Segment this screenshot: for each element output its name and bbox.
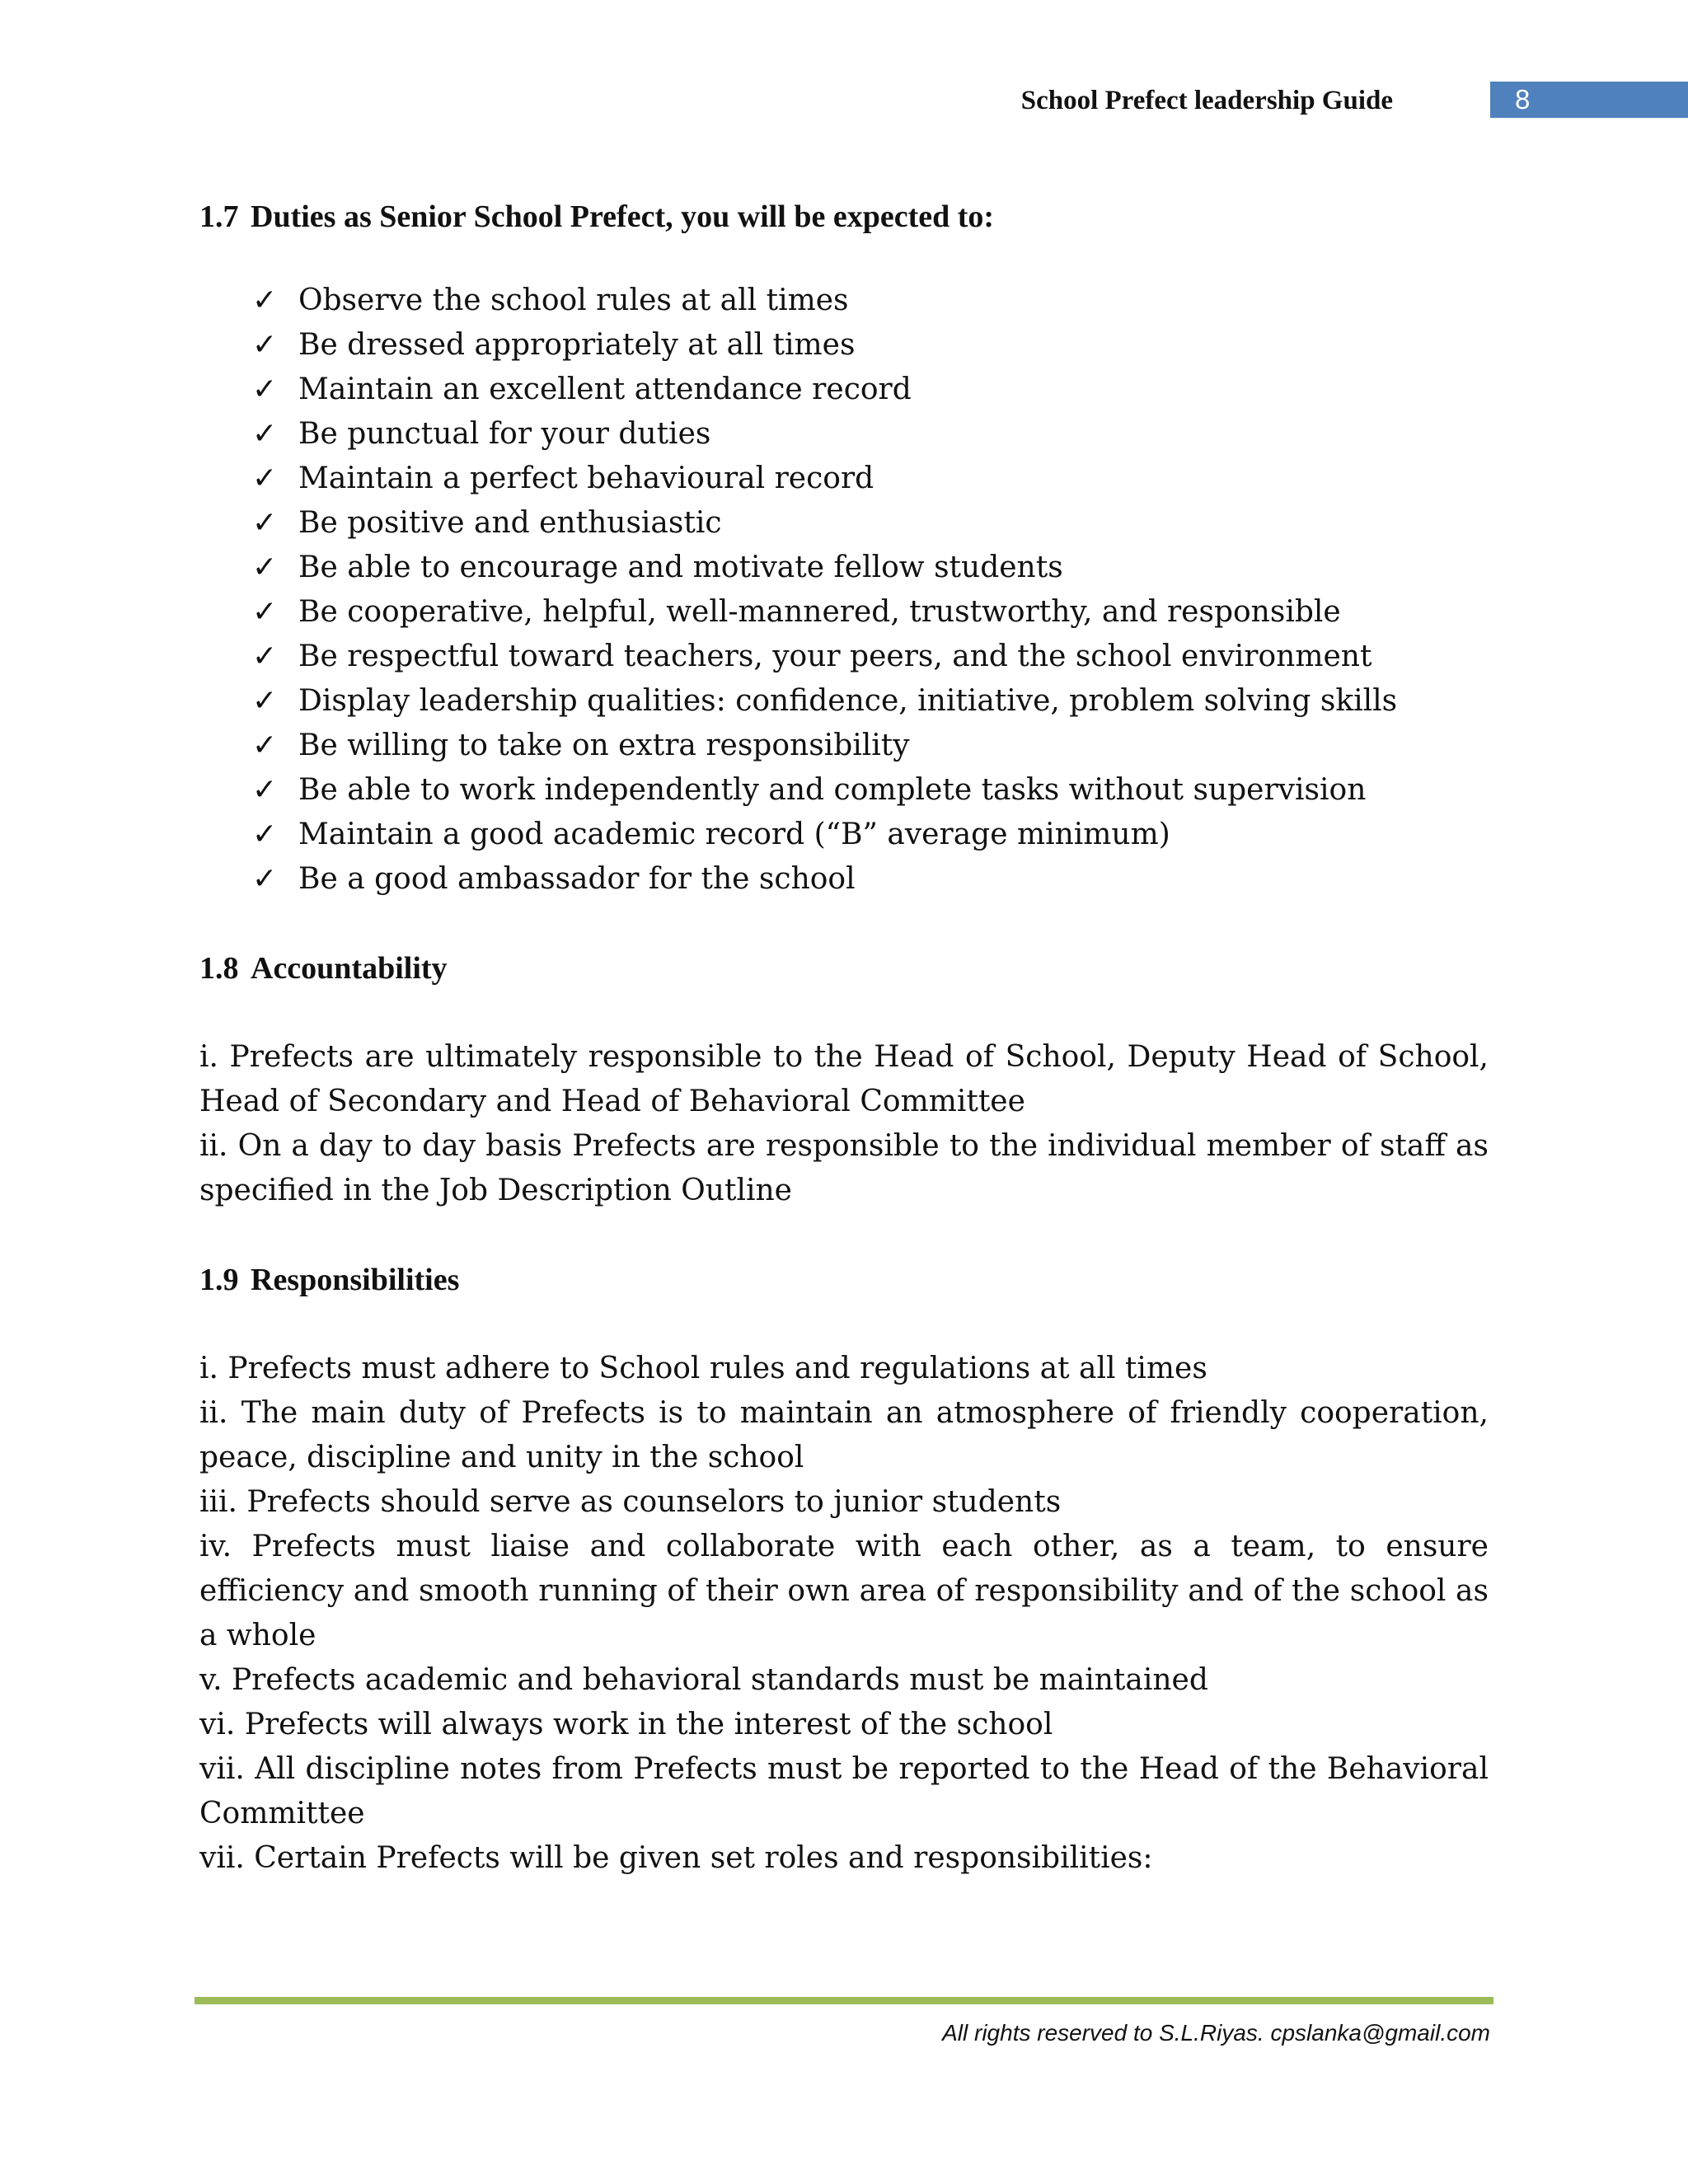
duties-checklist — [199, 279, 1489, 902]
checkmark-icon: ✓ — [252, 773, 278, 807]
checkmark-icon: ✓ — [252, 729, 278, 762]
paragraph: i. Prefects must adhere to School rules and regulations at all times — [199, 1352, 1207, 1385]
list-item: ✓ Be able to encourage and motivate fellow students — [252, 546, 1489, 590]
checkmark-icon: ✓ — [252, 595, 278, 629]
section-title: Duties as Senior School Prefect, you will be expected to: — [251, 199, 995, 234]
paragraph: i. Prefects are ultimately responsible to the Head of School, Deputy Head of School, Head of Secondary and Head of Behavioral Committee — [199, 1040, 1489, 1118]
checkmark-icon: ✓ — [252, 640, 278, 673]
checkmark-icon: ✓ — [252, 862, 278, 896]
list-item: ✓ Be respectful toward teachers, your peers, and the school environment — [252, 635, 1489, 679]
footer-copyright: All rights reserved to S.L.Riyas. cpslanka@gmail.com — [942, 2020, 1490, 2046]
list-item: ✓ Be positive and enthusiastic — [252, 501, 1489, 546]
checkmark-icon: ✓ — [252, 462, 278, 495]
checkmark-icon: ✓ — [252, 684, 278, 718]
checkmark-icon: ✓ — [252, 328, 278, 362]
checkmark-icon: ✓ — [252, 417, 278, 451]
list-item: ✓ Observe the school rules at all times — [252, 279, 1489, 323]
paragraph: vii. All discipline notes from Prefects must be reported to the Head of the Behavioral Committee — [199, 1752, 1489, 1830]
checkmark-icon: ✓ — [252, 506, 278, 540]
section-heading-accountability — [199, 946, 1489, 991]
list-item: ✓ Be dressed appropriately at all times — [252, 323, 1489, 368]
section-heading-responsibilities — [199, 1258, 1489, 1302]
checkmark-icon: ✓ — [252, 284, 278, 317]
section-number: 1.8 — [199, 951, 239, 986]
section-number: 1.9 — [199, 1263, 239, 1297]
paragraph: iii. Prefects should serve as counselors to junior students — [199, 1485, 1062, 1519]
list-item: ✓ Maintain an excellent attendance record — [252, 368, 1489, 412]
paragraph: ii. On a day to day basis Prefects are responsible to the individual member of staff as specified in the Job Description Outline — [199, 1129, 1489, 1207]
checkmark-icon: ✓ — [252, 818, 278, 851]
list-item: ✓ Maintain a good academic record (“B” average minimum) — [252, 813, 1489, 857]
section-title: Accountability — [251, 951, 448, 986]
page-header-title: School Prefect leadership Guide — [1020, 86, 1393, 115]
checkmark-icon: ✓ — [252, 373, 278, 406]
list-item: ✓ Be able to work independently and complete tasks without supervision — [252, 768, 1489, 813]
section-heading-duties — [199, 194, 1489, 239]
list-item: ✓ Be a good ambassador for the school — [252, 857, 1489, 902]
paragraph: vi. Prefects will always work in the interest of the school — [199, 1708, 1053, 1741]
paragraph: v. Prefects academic and behavioral standards must be maintained — [199, 1663, 1208, 1697]
checkmark-icon: ✓ — [252, 551, 278, 584]
section-title: Responsibilities — [251, 1263, 460, 1297]
list-item: ✓ Be punctual for your duties — [252, 412, 1489, 457]
list-item: ✓ Be willing to take on extra responsibility — [252, 724, 1489, 768]
list-item: ✓ Be cooperative, helpful, well-mannered, trustworthy, and responsible — [252, 590, 1489, 635]
paragraph: vii. Certain Prefects will be given set roles and responsibilities: — [199, 1841, 1153, 1875]
paragraph: iv. Prefects must liaise and collaborate with each other, as a team, to ensure efficiency and smooth running of their own area of responsibility and of the school as a whole — [199, 1530, 1489, 1652]
paragraph: ii. The main duty of Prefects is to maintain an atmosphere of friendly cooperation, peace, discipline and unity in the school — [199, 1396, 1489, 1474]
page-content — [199, 194, 1489, 1881]
page-number-badge: 8 — [1490, 82, 1688, 118]
list-item: ✓ Maintain a perfect behavioural record — [252, 457, 1489, 501]
list-item: ✓ Display leadership qualities: confidence, initiative, problem solving skills — [252, 679, 1489, 724]
footer-rule — [195, 1997, 1493, 2004]
section-number: 1.7 — [199, 199, 239, 234]
